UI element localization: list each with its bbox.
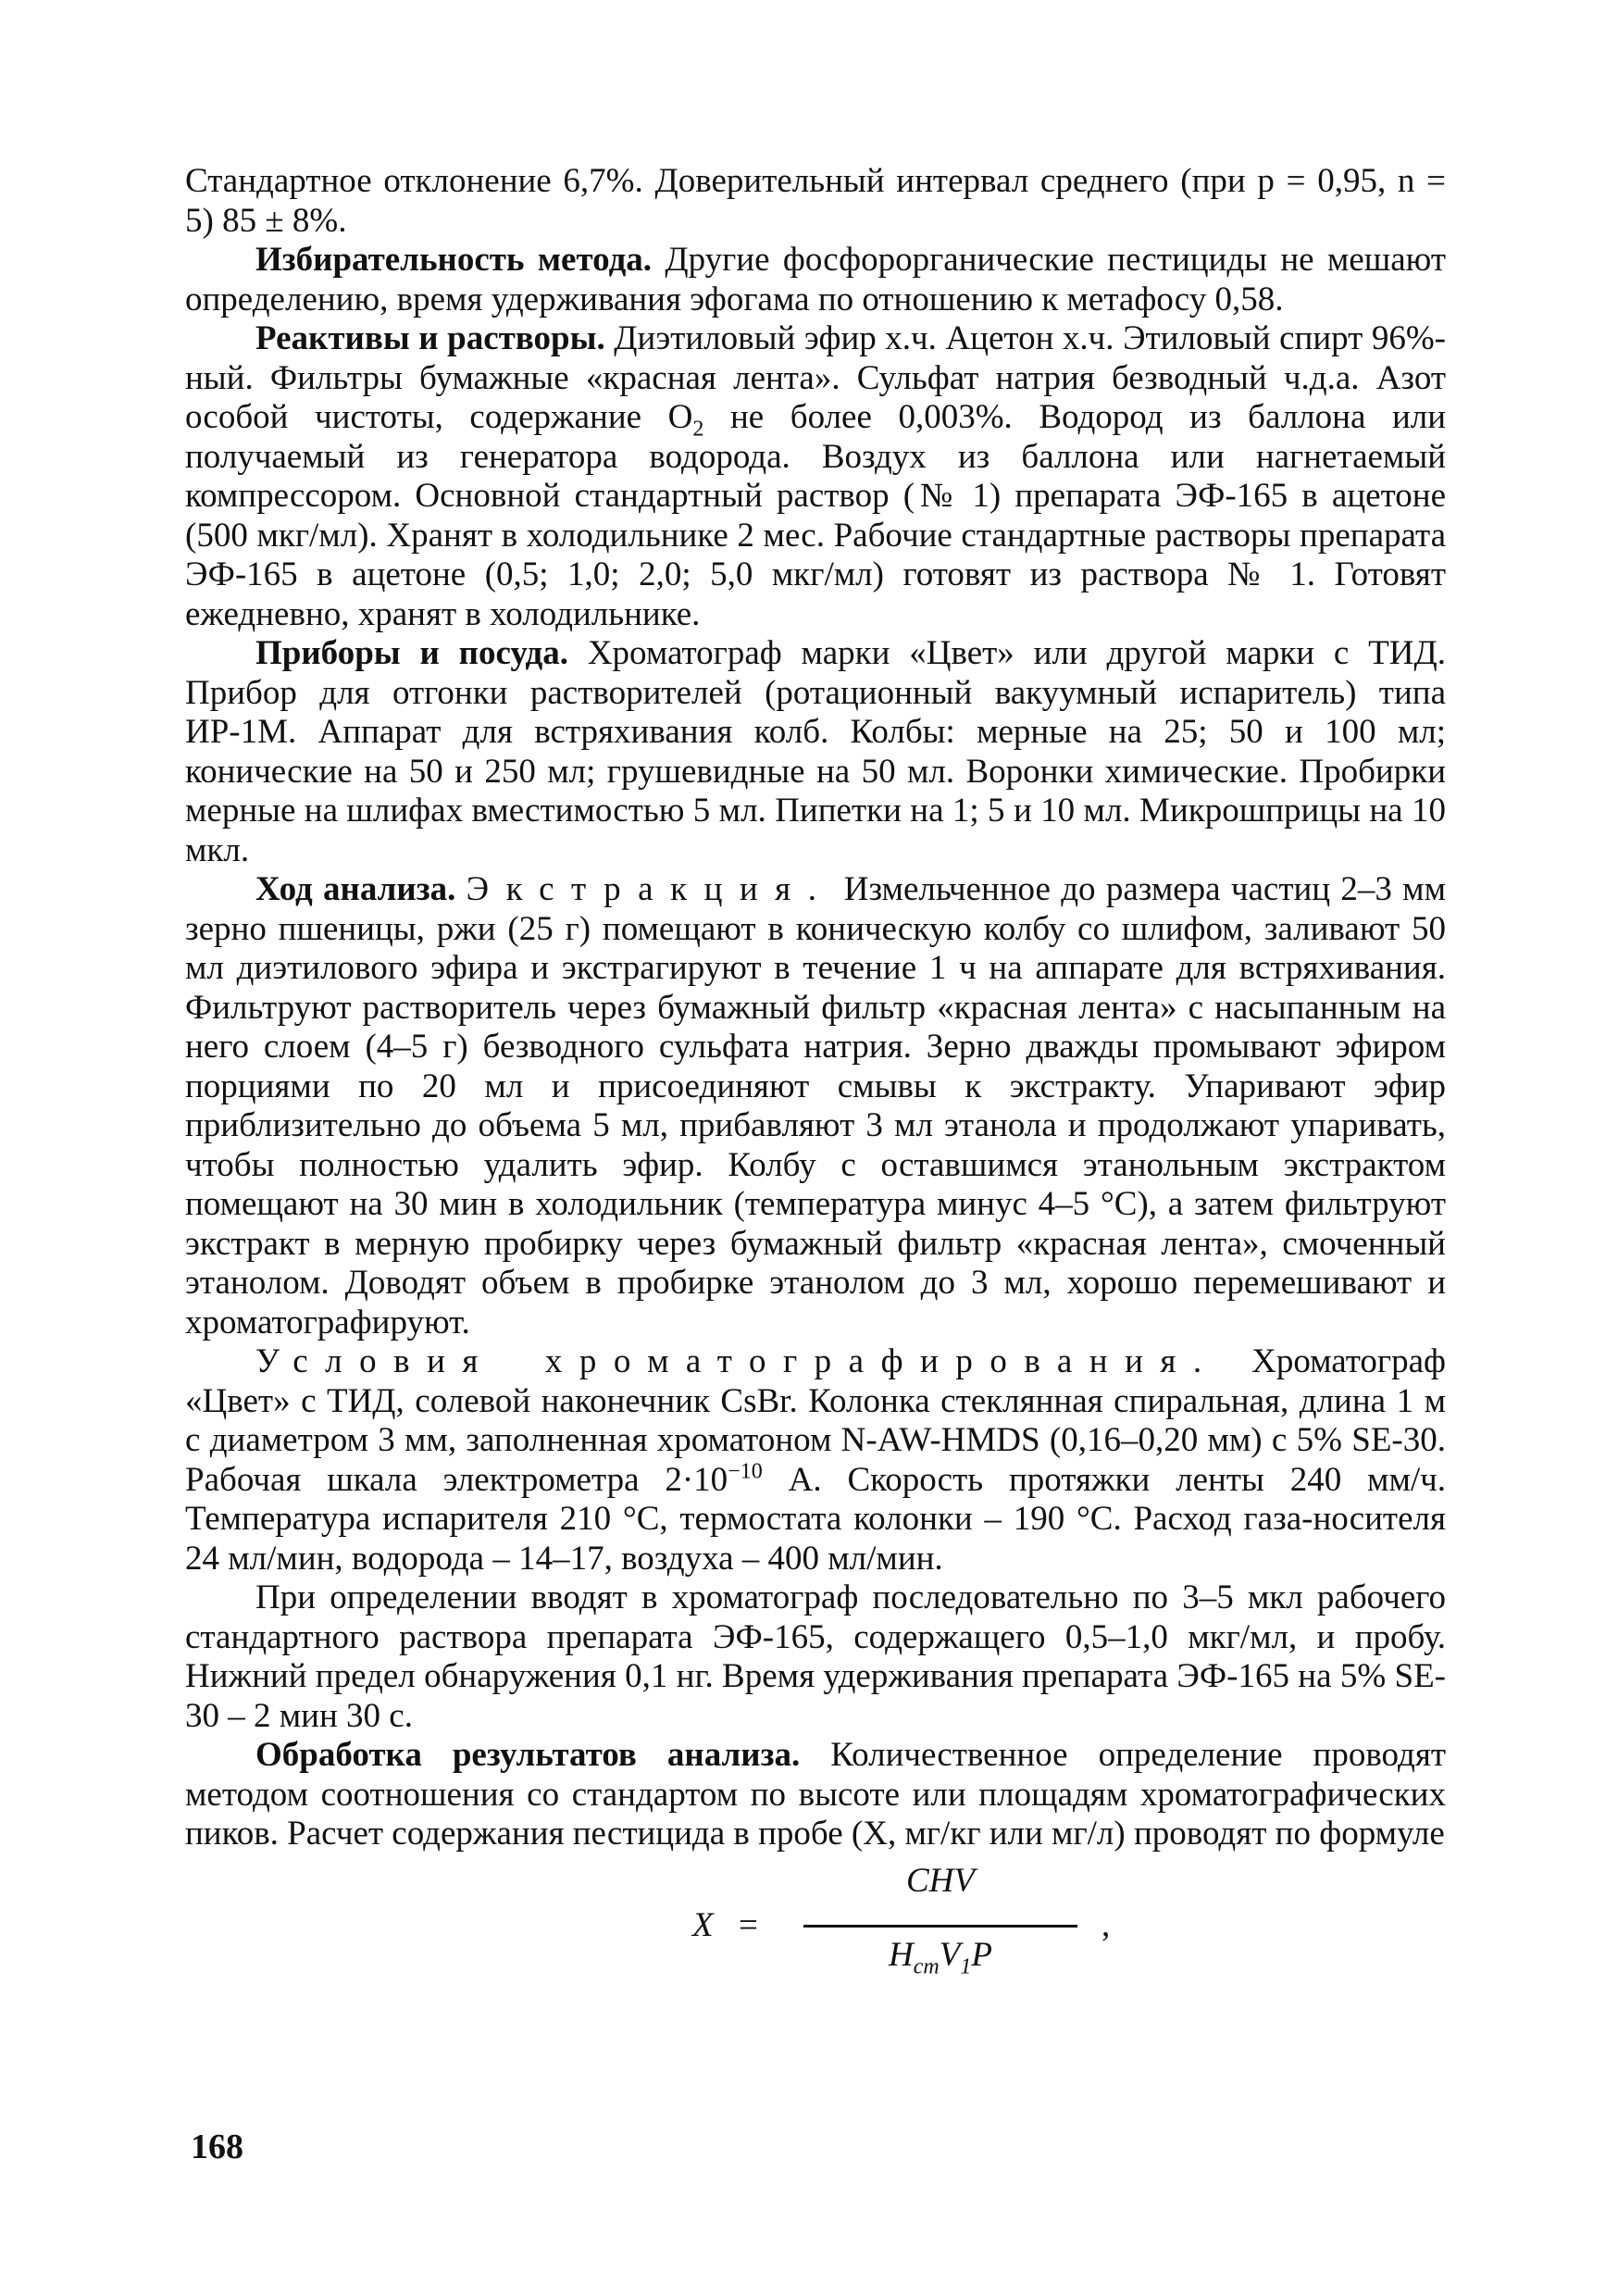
conditions-text-b: А. Скорость протяжки ленты 240 мм/ч. Температура испарителя 210 °С, термостата колонки – 190 °С. Расход газа-носителя 24 мл/мин, водорода – 14–17, воздуха – 400 мл/мин. [185, 1460, 1446, 1578]
processing-heading: Обработка результатов анализа. [255, 1736, 801, 1774]
reagents-heading: Реактивы и растворы. [255, 319, 605, 357]
den-v: V [939, 1935, 961, 1974]
paragraph-conditions [185, 1342, 1446, 1578]
analysis-heading: Ход анализа. [255, 870, 456, 908]
extraction-subheading: Экстракция. [466, 870, 834, 908]
analysis-text: Измельченное до размера частиц 2–3 мм зерно пшеницы, ржи (25 г) помещают в коническую колбу со шлифом, заливают 50 мл диэтилового эфира и экстрагируют в течение 1 ч на аппарате для встряхивания. Фильтруют растворитель через бумажный фильтр «красная лента» с насыпанным на него слоем (4–5 г) безводного сульфата натрия. Зерно дважды промывают эфиром порциями по 20 мл и присоединяют смывы к экстракту. Упаривают эфир приблизительно до объема 5 мл, прибавляют 3 мл этанола и продолжают упаривать, чтобы полностью удалить эфир. Колбу с оставшимся этанольным экстрактом помещают на 30 мин в холодильник (температура минус 4–5 °С), а затем фильтруют экстракт в мерную пробирку через бумажный фильтр «красная лента», смоченный этанолом. Доводят объем в пробирке этанолом до 3 мл, хорошо перемешивают и хроматографируют. [185, 870, 1447, 1341]
paragraph-reagents [185, 319, 1446, 634]
formula [185, 1858, 1446, 1997]
determination-text: При определении вводят в хроматограф последовательно по 3–5 мкл рабочего стандартного раствора препарата ЭФ-165, содержащего 0,5–1,0 мкг/мл, и пробу. Нижний предел обнаружения 0,1 нг. Время удерживания препарата ЭФ-165 на 5% SE-30 – 2 мин 30 с. [185, 1578, 1446, 1735]
page-number: 168 [191, 2128, 243, 2166]
oxygen-subscript: 2 [692, 417, 704, 442]
conditions-text-a: Хроматограф «Цвет» с ТИД, солевой наконечник CsBr. Колонка стеклянная спиральная, длина 1 м с диаметром 3 мм, заполненная хроматоном N-AW-HMDS (0,16–0,20 мм) с 5% SE-30. Рабочая шкала электрометра 2·10 [185, 1342, 1446, 1499]
formula-denominator [803, 1936, 1077, 1976]
paragraph-selectivity [185, 241, 1446, 319]
paragraph-equipment [185, 634, 1446, 870]
selectivity-heading: Избирательность метода. [255, 241, 653, 279]
paragraph-std-deviation [185, 162, 1446, 241]
fraction-bar [803, 1925, 1077, 1928]
reagents-text-b: не более 0,003%. Водород из баллона или получаемый из генератора водорода. Воздух из баллона или нагнетаемый компрессором. Основной стандартный раствор (№ 1) препарата ЭФ-165 в ацетоне (500 мкг/мл). Хранят в холодильнике 2 мес. Рабочие стандартные растворы препарата ЭФ-165 в ацетоне (0,5; 1,0; 2,0; 5,0 мкг/мл) готовят из раствора № 1. Готовят ежедневно, хранят в холодильнике. [185, 398, 1447, 633]
processing-text: Количественное определение проводят методом соотношения со стандартом по высоте или площадям хроматографических пиков. Расчет содержания пестицида в пробе (X, мг/кг или мг/л) проводят по формуле [185, 1736, 1447, 1853]
document-page [185, 162, 1446, 1997]
reagents-text-a: Диэтиловый эфир х.ч. Ацетон х.ч. Этиловый спирт 96%-ный. Фильтры бумажные «красная лента». Сульфат натрия безводный ч.д.а. Азот особой чистоты, содержание O [185, 319, 1447, 436]
std-deviation-text: Стандартное отклонение 6,7%. Доверительный интервал среднего (при p = 0,95, n = 5) 85 ± 8%. [185, 162, 1446, 240]
conditions-subheading: Условия хроматографирования. [255, 1342, 1219, 1380]
equipment-heading: Приборы и посуда. [255, 634, 569, 672]
den-h: H [888, 1935, 914, 1974]
paragraph-determination [185, 1578, 1446, 1736]
paragraph-analysis [185, 870, 1446, 1342]
selectivity-text: Другие фосфорорганические пестициды не мешают определению, время удерживания эфогама по отношению к метафосу 0,58. [185, 241, 1446, 318]
equipment-text: Хроматограф марки «Цвет» или другой марки с ТИД. Прибор для отгонки растворителей (ротационный вакуумный испаритель) типа ИР-1М. Аппарат для встряхивания колб. Колбы: мерные на 25; 50 и 100 мл; конические на 50 и 250 мл; грушевидные на 50 мл. Воронки химические. Пробирки мерные на шлифах вместимостью 5 мл. Пипетки на 1; 5 и 10 мл. Микрошприцы на 10 мкл. [185, 634, 1446, 869]
den-v-subscript: 1 [960, 1953, 972, 1978]
den-h-subscript: ст [913, 1953, 940, 1978]
den-p: P [971, 1935, 993, 1974]
formula-numerator: CHV [906, 1861, 975, 1900]
formula-lhs: X [692, 1905, 714, 1944]
formula-comma: , [1101, 1905, 1111, 1944]
exponent-superscript: −10 [728, 1459, 763, 1484]
formula-equals: = [739, 1905, 758, 1944]
paragraph-processing [185, 1736, 1446, 1854]
